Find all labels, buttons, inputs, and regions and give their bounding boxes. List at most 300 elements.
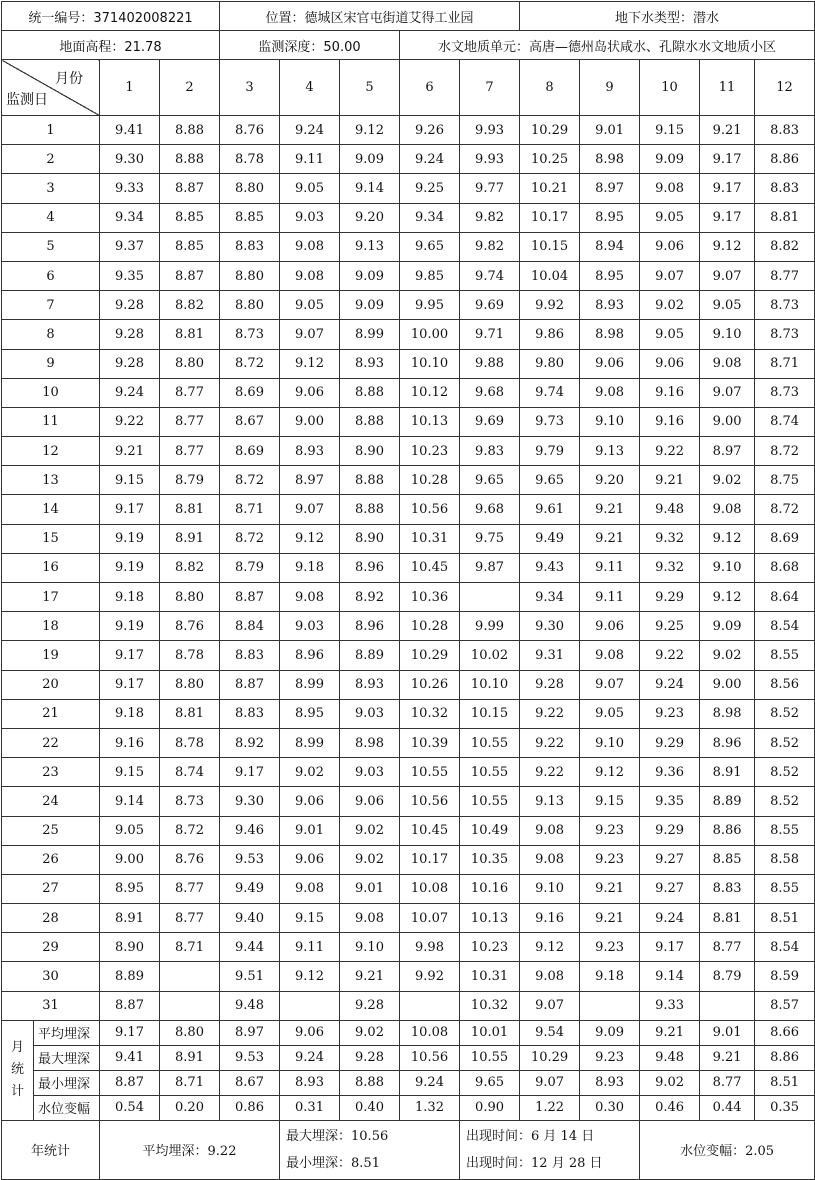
table-cell: 9.08 [580, 641, 640, 670]
day-label: 18 [2, 612, 100, 641]
table-cell: 9.14 [100, 787, 160, 816]
monthly-stats-label-char: 月 [10, 1040, 24, 1056]
table-cell: 9.29 [640, 816, 700, 845]
table-cell: 9.02 [340, 816, 400, 845]
table-cell: 9.08 [340, 904, 400, 933]
table-cell: 9.23 [580, 933, 640, 962]
monthly-stat-row [2, 1045, 815, 1070]
table-cell: 8.83 [220, 232, 280, 261]
table-cell: 8.69 [220, 378, 280, 407]
table-cell: 9.13 [340, 232, 400, 261]
table-cell: 9.24 [640, 670, 700, 699]
day-label: 21 [2, 699, 100, 728]
table-cell: 9.71 [460, 320, 520, 349]
table-cell: 9.17 [100, 670, 160, 699]
table-cell: 9.17 [700, 145, 755, 174]
table-cell: 9.80 [520, 349, 580, 378]
monthly-stat-cell: 9.09 [580, 1020, 640, 1045]
table-cell: 10.15 [460, 699, 520, 728]
table-cell: 9.03 [280, 612, 340, 641]
table-cell: 8.95 [580, 203, 640, 232]
annual-range: 水位变幅：2.05 [640, 1120, 815, 1179]
table-cell: 9.30 [100, 145, 160, 174]
table-cell: 8.72 [755, 437, 815, 466]
table-cell: 10.55 [400, 758, 460, 787]
table-cell: 8.55 [755, 641, 815, 670]
table-cell: 8.80 [220, 291, 280, 320]
monthly-stat-cell: 0.20 [160, 1095, 220, 1120]
monthly-stat-cell: 9.02 [340, 1020, 400, 1045]
table-cell: 8.72 [220, 349, 280, 378]
monthly-stat-cell: 9.01 [700, 1020, 755, 1045]
monthly-stat-cell: 8.80 [160, 1020, 220, 1045]
table-cell: 8.92 [220, 728, 280, 757]
table-cell: 9.68 [460, 378, 520, 407]
table-cell: 9.98 [400, 933, 460, 962]
table-cell: 9.05 [100, 816, 160, 845]
table-cell: 9.65 [520, 466, 580, 495]
table-cell: 9.08 [520, 845, 580, 874]
monthly-stat-row [2, 1020, 815, 1045]
table-row [2, 962, 815, 991]
table-cell: 9.17 [700, 203, 755, 232]
month-header-cell: 8 [520, 60, 580, 116]
monthly-stat-cell: 0.54 [100, 1095, 160, 1120]
table-row [2, 174, 815, 203]
table-cell: 9.14 [640, 962, 700, 991]
table-cell: 9.37 [100, 232, 160, 261]
table-cell: 8.80 [160, 670, 220, 699]
table-cell: 9.28 [520, 670, 580, 699]
table-row [2, 437, 815, 466]
table-cell: 9.05 [700, 291, 755, 320]
table-cell: 9.34 [520, 583, 580, 612]
table-cell: 8.99 [280, 670, 340, 699]
table-row [2, 728, 815, 757]
header-row-1 [2, 2, 815, 31]
table-cell: 9.29 [640, 728, 700, 757]
table-cell: 8.91 [100, 904, 160, 933]
table-cell: 9.74 [460, 261, 520, 290]
table-cell: 9.07 [640, 261, 700, 290]
monthly-stat-cell: 9.28 [340, 1045, 400, 1070]
table-cell: 8.85 [160, 203, 220, 232]
day-label: 1 [2, 116, 100, 145]
table-cell: 8.73 [160, 787, 220, 816]
table-cell: 10.32 [460, 991, 520, 1020]
monthly-stat-cell: 10.56 [400, 1045, 460, 1070]
table-cell: 9.08 [280, 261, 340, 290]
table-cell: 8.85 [220, 203, 280, 232]
monthly-stat-cell: 0.46 [640, 1095, 700, 1120]
table-cell: 8.74 [160, 758, 220, 787]
table-cell: 9.17 [100, 495, 160, 524]
monthly-stat-cell: 9.17 [100, 1020, 160, 1045]
table-cell: 9.00 [280, 407, 340, 436]
table-row [2, 203, 815, 232]
table-cell: 8.86 [755, 145, 815, 174]
table-cell: 9.09 [640, 145, 700, 174]
day-label: 9 [2, 349, 100, 378]
table-cell: 8.80 [220, 174, 280, 203]
table-cell: 8.67 [220, 407, 280, 436]
table-cell: 9.12 [280, 962, 340, 991]
monthly-stat-cell: 8.88 [340, 1070, 400, 1095]
table-cell: 9.29 [640, 583, 700, 612]
table-cell: 9.65 [460, 466, 520, 495]
table-cell: 9.20 [340, 203, 400, 232]
water-level-table [1, 1, 815, 1180]
table-cell: 9.08 [520, 962, 580, 991]
table-cell: 8.86 [700, 816, 755, 845]
table-cell: 9.40 [220, 904, 280, 933]
table-cell: 8.82 [160, 553, 220, 582]
table-cell: 9.03 [340, 758, 400, 787]
table-cell: 9.12 [700, 583, 755, 612]
table-cell: 9.49 [520, 524, 580, 553]
table-cell: 9.08 [280, 874, 340, 903]
table-cell: 8.79 [700, 962, 755, 991]
table-cell: 8.88 [160, 145, 220, 174]
month-header-cell: 2 [160, 60, 220, 116]
table-cell: 9.16 [640, 378, 700, 407]
location: 位置：德城区宋官屯街道艾得工业园 [220, 2, 520, 31]
day-label: 14 [2, 495, 100, 524]
table-cell: 9.82 [460, 232, 520, 261]
table-cell: 9.11 [580, 583, 640, 612]
monthly-stat-cell: 8.51 [755, 1070, 815, 1095]
table-cell: 8.77 [160, 437, 220, 466]
table-cell: 8.97 [700, 437, 755, 466]
table-cell: 10.45 [400, 816, 460, 845]
table-cell: 9.28 [100, 291, 160, 320]
table-cell: 9.11 [280, 145, 340, 174]
table-cell: 9.12 [340, 116, 400, 145]
table-cell: 8.89 [700, 787, 755, 816]
table-cell: 9.03 [280, 203, 340, 232]
table-cell: 9.18 [100, 699, 160, 728]
table-cell: 10.12 [400, 378, 460, 407]
table-cell: 9.21 [580, 524, 640, 553]
table-cell: 9.07 [520, 991, 580, 1020]
day-label: 20 [2, 670, 100, 699]
monthly-stats-label-char: 计 [10, 1084, 24, 1100]
table-cell: 9.21 [700, 116, 755, 145]
table-cell [280, 991, 340, 1020]
day-label: 7 [2, 291, 100, 320]
table-cell: 10.39 [400, 728, 460, 757]
table-cell: 9.16 [100, 728, 160, 757]
table-cell: 9.79 [520, 437, 580, 466]
table-cell: 10.13 [400, 407, 460, 436]
table-cell: 10.00 [400, 320, 460, 349]
monthly-stat-label: 水位变幅 [34, 1095, 100, 1120]
table-row [2, 699, 815, 728]
table-cell: 9.74 [520, 378, 580, 407]
table-cell: 9.10 [340, 933, 400, 962]
table-cell: 9.22 [520, 699, 580, 728]
monthly-stat-cell: 9.24 [280, 1045, 340, 1070]
monthly-stat-cell: 8.71 [160, 1070, 220, 1095]
table-cell: 8.98 [700, 699, 755, 728]
table-cell: 9.14 [340, 174, 400, 203]
table-cell: 8.69 [755, 524, 815, 553]
table-cell: 9.34 [400, 203, 460, 232]
table-cell: 9.33 [100, 174, 160, 203]
table-cell: 9.34 [100, 203, 160, 232]
table-cell: 9.87 [460, 553, 520, 582]
table-row [2, 670, 815, 699]
day-label: 30 [2, 962, 100, 991]
monthly-stat-cell: 0.40 [340, 1095, 400, 1120]
table-cell: 8.85 [160, 232, 220, 261]
table-cell: 8.73 [755, 320, 815, 349]
monthly-stat-cell: 1.32 [400, 1095, 460, 1120]
monthly-stat-cell: 0.86 [220, 1095, 280, 1120]
table-cell: 9.17 [700, 174, 755, 203]
table-cell: 9.49 [220, 874, 280, 903]
table-cell: 9.22 [520, 758, 580, 787]
day-label: 8 [2, 320, 100, 349]
table-cell: 9.21 [580, 495, 640, 524]
table-cell: 9.03 [340, 699, 400, 728]
day-label: 17 [2, 583, 100, 612]
table-cell: 8.88 [160, 116, 220, 145]
table-cell: 8.79 [220, 553, 280, 582]
table-cell: 9.77 [460, 174, 520, 203]
annual-occurrence-times [460, 1120, 640, 1179]
table-cell: 9.15 [640, 116, 700, 145]
table-cell: 9.41 [100, 116, 160, 145]
table-cell: 9.93 [460, 145, 520, 174]
table-cell: 9.02 [340, 845, 400, 874]
table-cell: 9.28 [100, 320, 160, 349]
table-row [2, 261, 815, 290]
table-cell: 9.06 [280, 845, 340, 874]
monthly-stat-cell: 0.90 [460, 1095, 520, 1120]
monthly-stat-cell: 10.29 [520, 1045, 580, 1070]
table-cell: 9.69 [460, 407, 520, 436]
table-cell: 10.56 [400, 787, 460, 816]
table-row [2, 991, 815, 1020]
table-cell: 9.92 [400, 962, 460, 991]
day-label: 27 [2, 874, 100, 903]
table-row [2, 787, 815, 816]
monthly-stat-label: 最小埋深 [34, 1070, 100, 1095]
table-cell: 9.30 [220, 787, 280, 816]
table-cell: 10.08 [400, 874, 460, 903]
table-cell: 8.97 [280, 466, 340, 495]
table-cell: 9.08 [700, 495, 755, 524]
table-row [2, 145, 815, 174]
table-cell: 9.13 [520, 787, 580, 816]
monthly-stat-cell: 0.30 [580, 1095, 640, 1120]
annual-max-time: 出现时间：6 月 14 日 [466, 1128, 595, 1144]
month-header-cell: 10 [640, 60, 700, 116]
day-label: 25 [2, 816, 100, 845]
table-cell: 9.18 [580, 962, 640, 991]
day-label: 4 [2, 203, 100, 232]
table-cell: 8.83 [700, 874, 755, 903]
table-cell: 10.32 [400, 699, 460, 728]
table-cell: 10.21 [520, 174, 580, 203]
month-header-cell: 1 [100, 60, 160, 116]
table-cell: 9.05 [640, 203, 700, 232]
table-cell: 10.31 [460, 962, 520, 991]
day-label: 16 [2, 553, 100, 582]
table-cell: 8.87 [220, 670, 280, 699]
table-cell: 8.75 [755, 466, 815, 495]
table-row [2, 495, 815, 524]
table-cell: 8.93 [340, 670, 400, 699]
table-row [2, 583, 815, 612]
table-cell: 8.81 [700, 904, 755, 933]
table-row [2, 524, 815, 553]
table-cell: 9.05 [580, 699, 640, 728]
month-header-cell: 9 [580, 60, 640, 116]
monthly-stat-cell: 9.21 [640, 1020, 700, 1045]
table-cell: 8.94 [580, 232, 640, 261]
monthly-stat-cell: 8.93 [280, 1070, 340, 1095]
table-cell: 9.82 [460, 203, 520, 232]
table-cell: 9.21 [340, 962, 400, 991]
table-cell: 8.80 [160, 583, 220, 612]
table-cell [160, 962, 220, 991]
table-cell: 9.83 [460, 437, 520, 466]
table-cell: 10.17 [400, 845, 460, 874]
table-cell: 9.05 [280, 174, 340, 203]
table-cell: 10.26 [400, 670, 460, 699]
table-cell: 9.18 [280, 553, 340, 582]
table-cell: 8.91 [160, 524, 220, 553]
table-cell: 9.11 [280, 933, 340, 962]
table-cell: 9.06 [580, 612, 640, 641]
table-cell: 8.57 [755, 991, 815, 1020]
table-cell: 8.56 [755, 670, 815, 699]
table-cell [160, 991, 220, 1020]
table-cell: 9.92 [520, 291, 580, 320]
table-cell: 9.88 [460, 349, 520, 378]
corner-month-label: 月份 [55, 71, 83, 87]
table-cell: 9.51 [220, 962, 280, 991]
table-cell: 10.04 [520, 261, 580, 290]
monthly-stat-label: 最大埋深 [34, 1045, 100, 1070]
table-cell: 9.09 [340, 145, 400, 174]
table-cell: 8.82 [755, 232, 815, 261]
table-cell: 8.68 [755, 553, 815, 582]
table-cell: 10.35 [460, 845, 520, 874]
table-cell: 9.08 [580, 378, 640, 407]
table-cell: 9.07 [700, 378, 755, 407]
day-label: 3 [2, 174, 100, 203]
table-cell: 9.24 [280, 116, 340, 145]
table-row [2, 904, 815, 933]
monthly-stat-row [2, 1095, 815, 1120]
table-cell: 8.87 [160, 261, 220, 290]
table-cell: 10.49 [460, 816, 520, 845]
table-cell: 9.00 [100, 845, 160, 874]
table-cell: 8.52 [755, 787, 815, 816]
table-cell: 8.96 [340, 553, 400, 582]
monthly-stat-label: 平均埋深 [34, 1020, 100, 1045]
table-cell: 8.55 [755, 816, 815, 845]
table-cell: 10.55 [460, 728, 520, 757]
table-cell: 8.95 [100, 874, 160, 903]
monthly-stat-row [2, 1070, 815, 1095]
table-cell: 8.55 [755, 874, 815, 903]
table-cell: 9.25 [640, 612, 700, 641]
table-cell: 9.12 [700, 524, 755, 553]
table-cell: 8.96 [280, 641, 340, 670]
table-cell: 9.28 [100, 349, 160, 378]
table-row [2, 641, 815, 670]
table-cell: 9.48 [220, 991, 280, 1020]
header-row-2 [2, 31, 815, 60]
table-cell: 9.02 [700, 641, 755, 670]
table-cell: 9.01 [340, 874, 400, 903]
table-cell: 8.54 [755, 933, 815, 962]
table-cell: 8.76 [220, 116, 280, 145]
table-cell: 10.28 [400, 612, 460, 641]
annual-label: 年统计 [2, 1120, 100, 1179]
table-cell: 9.44 [220, 933, 280, 962]
table-cell: 8.96 [700, 728, 755, 757]
table-cell: 9.09 [340, 291, 400, 320]
day-label: 5 [2, 232, 100, 261]
annual-min-depth: 最小埋深：8.51 [286, 1155, 380, 1171]
table-row [2, 320, 815, 349]
monthly-stats-label [2, 1020, 34, 1120]
table-cell: 9.12 [280, 524, 340, 553]
table-cell: 9.01 [280, 816, 340, 845]
table-cell: 9.08 [280, 583, 340, 612]
table-cell: 9.21 [100, 437, 160, 466]
table-cell: 9.19 [100, 524, 160, 553]
table-cell: 9.27 [640, 845, 700, 874]
monthly-stat-cell: 8.93 [580, 1070, 640, 1095]
table-cell: 9.69 [460, 291, 520, 320]
table-cell: 10.25 [520, 145, 580, 174]
table-cell: 9.24 [640, 904, 700, 933]
table-cell: 8.76 [160, 612, 220, 641]
table-cell: 8.69 [220, 437, 280, 466]
table-cell: 8.71 [160, 933, 220, 962]
day-label: 10 [2, 378, 100, 407]
table-cell: 9.12 [520, 933, 580, 962]
table-cell: 8.98 [340, 728, 400, 757]
annual-depth-extremes [280, 1120, 460, 1179]
table-cell: 9.17 [220, 758, 280, 787]
month-header-cell: 4 [280, 60, 340, 116]
table-cell: 9.06 [280, 787, 340, 816]
hydro-unit: 水文地质单元：高唐—德州岛状咸水、孔隙水水文地质小区 [400, 31, 815, 60]
table-cell: 9.21 [580, 874, 640, 903]
table-cell: 9.99 [460, 612, 520, 641]
table-cell: 9.22 [640, 641, 700, 670]
table-cell: 9.30 [520, 612, 580, 641]
table-cell: 10.31 [400, 524, 460, 553]
table-cell: 8.77 [755, 261, 815, 290]
table-cell: 9.22 [640, 437, 700, 466]
day-label: 31 [2, 991, 100, 1020]
table-cell: 10.10 [400, 349, 460, 378]
table-cell: 9.46 [220, 816, 280, 845]
table-cell: 9.12 [700, 232, 755, 261]
table-cell: 8.91 [700, 758, 755, 787]
table-cell: 9.32 [640, 524, 700, 553]
table-cell: 8.89 [340, 641, 400, 670]
table-row [2, 407, 815, 436]
